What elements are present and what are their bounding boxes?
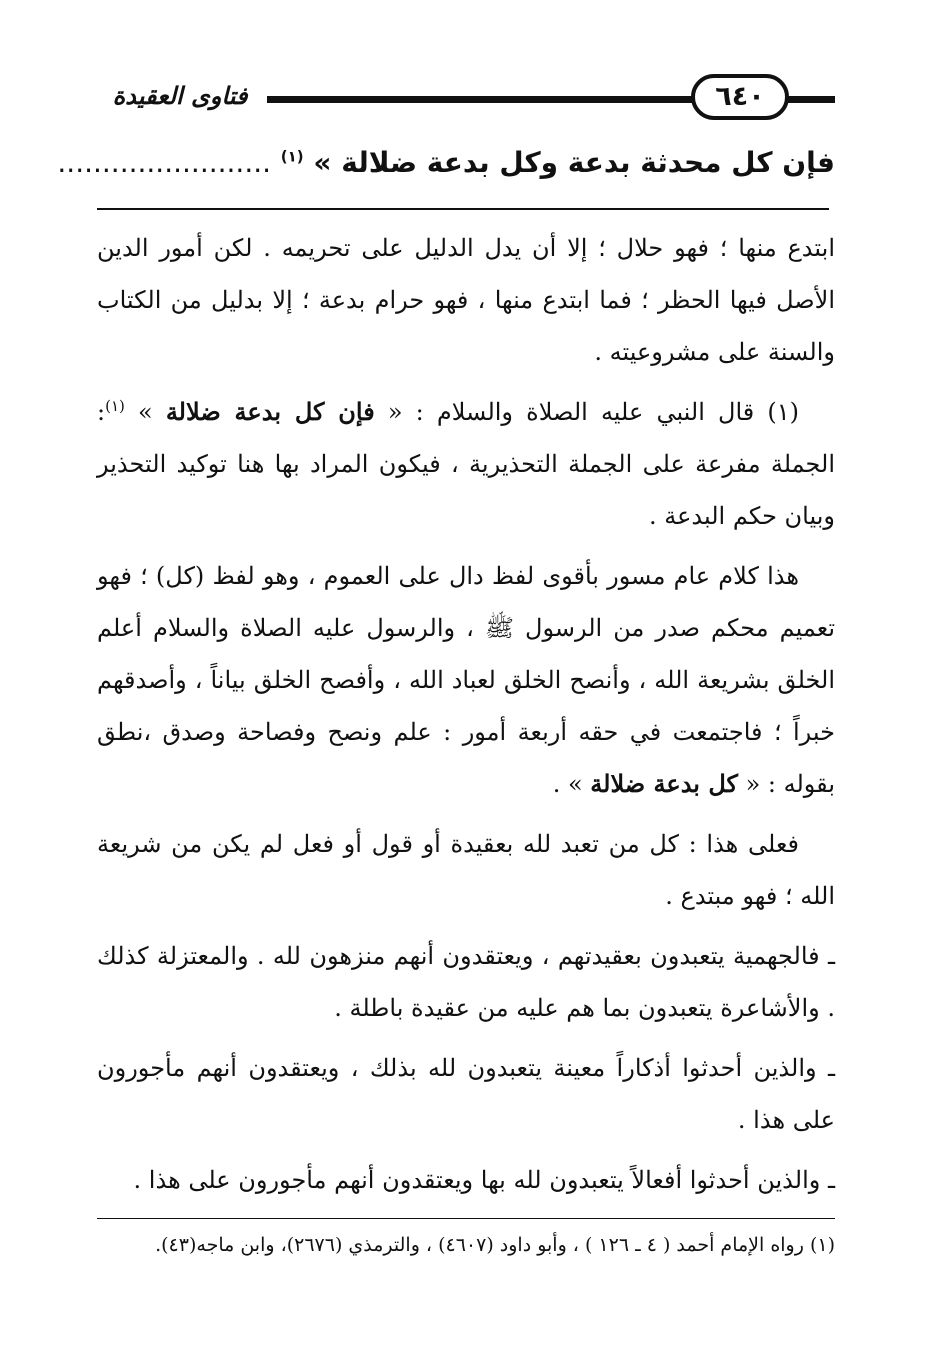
paragraph-2-intro: (١) قال النبي عليه الصلاة والسلام : «	[374, 398, 800, 426]
book-title: فتاوى العقيدة	[112, 82, 248, 110]
heading-divider	[97, 208, 829, 210]
header-rule-end	[785, 96, 835, 103]
paragraph-1: ابتدع منها ؛ فهو حلال ؛ إلا أن يدل الدليل على تحريمه . لكن أمور الدين الأصل فيها الحظر ؛ فما ابتدع منها ، فهو حرام بدعة ؛ إلا بدليل من الكتاب والسنة على مشروعيته .	[97, 234, 835, 366]
paragraph-2-body: : الجملة مفرعة على الجملة التحذيرية ، فيكون المراد بها هنا توكيد التحذير وبيان حكم البدعة .	[97, 398, 835, 530]
paragraph-3-quote: كل بدعة ضلالة	[590, 769, 738, 798]
page-number: ٦٤٠	[691, 74, 789, 120]
footnote-divider	[97, 1218, 835, 1219]
paragraph-2	[97, 386, 835, 542]
paragraph-3	[97, 550, 835, 810]
heading-footnote-ref: (١)	[280, 147, 304, 166]
heading-dots: ........................	[57, 146, 272, 179]
running-header	[95, 72, 835, 124]
paragraph-3-close: » .	[552, 770, 591, 798]
paragraph-2-quote: فإن كل بدعة ضلالة	[165, 397, 375, 426]
paragraph-2-footnote-ref: (١)	[105, 397, 125, 415]
paragraph-2-close: »	[124, 398, 166, 426]
section-heading	[57, 138, 835, 188]
footnote: (١) رواه الإمام أحمد ( ٤ ـ ١٢٦ ) ، وأبو داود (٤٦٠٧) ، والترمذي (٢٦٧٦)، وابن ماجه(٤٣).	[155, 1234, 835, 1256]
paragraph-3-body: هذا كلام عام مسور بأقوى لفظ دال على العموم ، وهو لفظ (كل) ؛ فهو تعميم محكم صدر من الرسول ﷺ ، والرسول عليه الصلاة والسلام أعلم الخلق بشريعة الله ، وأنصح الخلق لعباد الله ، وأفصح الخلق بياناً ، وأصدقهم خبراً ؛ فاجتمعت في حقه أربعة أمور : علم ونصح وفصاحة وصدق ،نطق بقوله : «	[97, 562, 835, 798]
paragraph-6: ـ والذين أحدثوا أذكاراً معينة يتعبدون لله بذلك ، ويعتقدون أنهم مأجورون على هذا .	[97, 1054, 835, 1134]
paragraph-7: ـ والذين أحدثوا أفعالاً يتعبدون لله بها ويعتقدون أنهم مأجورون على هذا .	[133, 1166, 835, 1194]
paragraph-5: ـ فالجهمية يتعبدون بعقيدتهم ، ويعتقدون أنهم منزهون لله . والمعتزلة كذلك . والأشاعرة يتعبدون بما هم عليه من عقيدة باطلة .	[97, 942, 835, 1022]
body-text	[97, 222, 835, 1214]
paragraph-4: فعلى هذا : كل من تعبد لله بعقيدة أو قول أو فعل لم يكن من شريعة الله ؛ فهو مبتدع .	[97, 830, 835, 910]
heading-text: فإن كل محدثة بدعة وكل بدعة ضلالة »	[303, 146, 835, 179]
